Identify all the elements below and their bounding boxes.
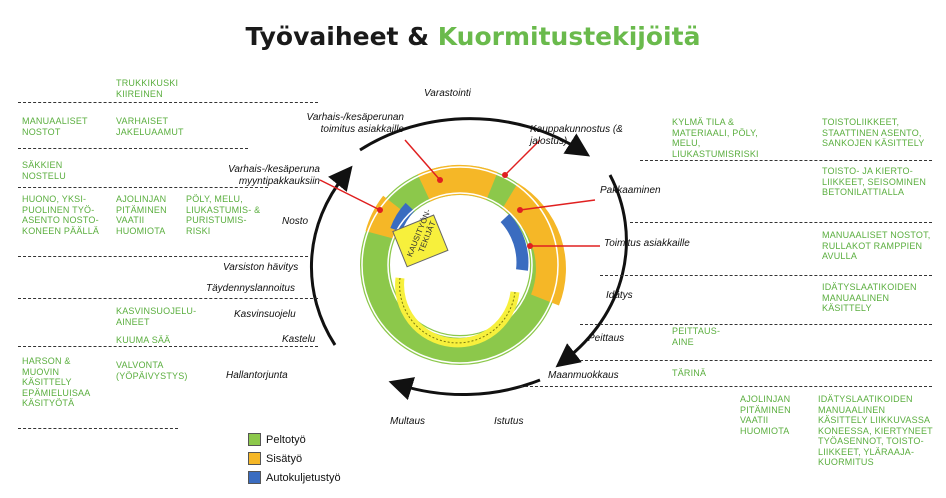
legend-item-sisatyo: [248, 449, 341, 468]
legend: [248, 430, 341, 487]
stage-varsiston: Varsiston hävitys: [223, 262, 299, 273]
stage-idatys: Idätys: [606, 290, 633, 301]
factor-ajolinjan-left: AJOLINJAN PITÄMINEN VAATII HUOMIOTA: [116, 194, 167, 236]
cycle-arrow-left: [311, 175, 345, 345]
stage-istutus: Istutus: [494, 416, 524, 427]
stage-pakkaaminen: Pakkaaminen: [600, 185, 661, 196]
factor-kasvinsuoj-aineet: KASVINSUOJELU-AINEET: [116, 306, 197, 327]
stage-varastointi: Varastointi: [424, 88, 471, 99]
stage-taydennys: Täydennyslannoitus: [206, 283, 295, 294]
legend-swatch-green: [248, 433, 261, 446]
factor-idatyslaatikoiden-1: IDÄTYSLAATIKOIDEN MANUAALINEN KÄSITTELY: [822, 282, 917, 313]
legend-label: Autokuljetustyö: [266, 471, 341, 484]
factor-kuuma: KUUMA SÄÄ: [116, 335, 171, 345]
factor-manuaaliset: MANUAALISET NOSTOT: [22, 116, 88, 137]
legend-swatch-yellow: [248, 452, 261, 465]
stage-varhais-myynti: Varhais-/kesäperuna myyntipakkauksiin: [228, 164, 320, 187]
stage-hallantorjunta: Hallantorjunta: [226, 370, 288, 381]
stage-nosto: Nosto: [282, 216, 309, 227]
legend-swatch-blue: [248, 471, 261, 484]
legend-item-peltotyo: [248, 430, 341, 449]
factor-manuaaliset-2: MANUAALISET NOSTOT, RULLAKOT RAMPPIEN AVULLA: [822, 230, 931, 261]
factor-sakkien: SÄKKIEN NOSTELU: [22, 160, 66, 181]
legend-label: Peltotyö: [266, 433, 306, 446]
factor-poly: PÖLY, MELU, LIUKASTUMIS- & PURISTUMIS-RISKI: [186, 194, 261, 236]
stage-kastelu: Kastelu: [282, 334, 316, 345]
factor-toisto-2: TOISTO- JA KIERTO-LIIKKEET, SEISOMINEN BETONILATTIALLA: [822, 166, 927, 197]
factor-tarina: TÄRINÄ: [672, 368, 707, 378]
stage-toimitus: Toimitus asiakkaille: [604, 238, 690, 249]
stage-multaus: Multaus: [390, 416, 426, 427]
title-part-2: Kuormitustekijöitä: [437, 22, 701, 51]
stage-kasvinsuojelu: Kasvinsuojelu: [234, 309, 296, 320]
stage-varhais-toimitus: Varhais-/kesäperunan toimitus asiakkaille: [306, 112, 404, 135]
stage-kauppakunnostus: Kauppakunnostus (& jalostus): [530, 124, 623, 147]
factor-idatyslaatikoiden-2: IDÄTYSLAATIKOIDEN MANUAALINEN KÄSITTELY LIIKKUVASSA KONEESSA, KIERTYNEET TYÖASENNOT, TOISTO-LIIKKEET, YLÄRAAJA-KUORMITUS: [818, 394, 933, 467]
cycle-arrow-bottom: [400, 380, 540, 395]
stage-peittaus: Peittaus: [588, 333, 625, 344]
factor-valvonta: VALVONTA (YÖPÄIVYSTYS): [116, 360, 188, 381]
factor-kylma: KYLMÄ TILA & MATERIAALI, PÖLY, MELU, LIUKASTUMISRISKI: [672, 117, 759, 159]
factor-ajolinjan-right: AJOLINJAN PITÄMINEN VAATII HUOMIOTA: [740, 394, 791, 436]
factor-huono: HUONO, YKSI-PUOLINEN TYÖ-ASENTO NOSTO-KONEEN PÄÄLLÄ: [22, 194, 100, 236]
title-part-1: Työvaiheet &: [245, 22, 438, 51]
factor-peittausaine: PEITTAUS-AINE: [672, 326, 721, 347]
legend-label: Sisätyö: [266, 452, 303, 465]
factor-trukkikuski: TRUKKIKUSKI KIIREINEN: [116, 78, 179, 99]
factor-toisto-1: TOISTOLIIKKEET, STAATTINEN ASENTO, SANKOJEN KÄSITTELY: [822, 117, 925, 148]
legend-item-autokuljetus: [248, 468, 341, 487]
stage-maanmuokkaus: Maanmuokkaus: [548, 370, 619, 381]
factor-varhaiset: VARHAISET JAKELUAAMUT: [116, 116, 184, 137]
ring-segment-sisatyo-top: [424, 180, 492, 188]
factor-harson: HARSON & MUOVIN KÄSITTELY EPÄMIELUISAA KÄSITYÖTÄ: [22, 356, 90, 408]
center-label: KAUSITYÖN-TEKIJÄT: [405, 207, 438, 259]
